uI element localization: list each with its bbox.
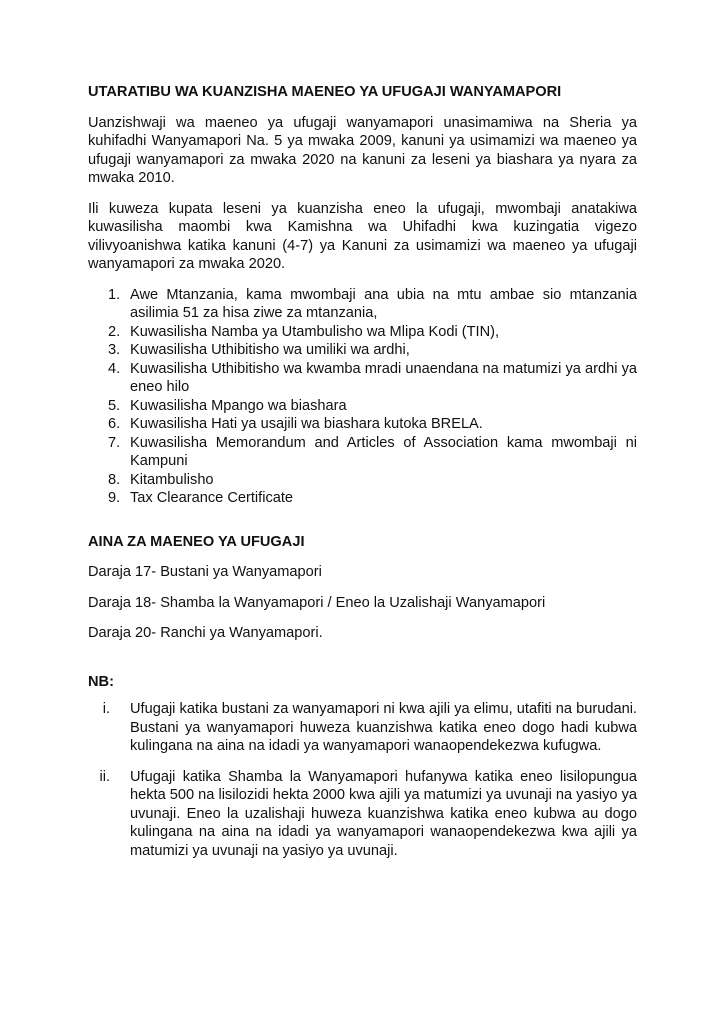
requirements-list	[88, 286, 637, 508]
list-item-text: Kuwasilisha Namba ya Utambulisho wa Mlipa Kodi (TIN),	[130, 323, 500, 340]
note-item	[88, 768, 637, 861]
note-item-text: Ufugaji katika Shamba la Wanyamapori hufanywa katika eneo lisilopungua hekta 500 na lisilozidi hekta 2000 kwa ajili ya matumizi ya uvunaji na yasiyo ya uvunaji. Eneo la uzalishaji huweza kuanzishwa katika eneo kubwa au dogo kulingana na aina na idadi ya wanyamapori wanaopendekezwa kwa ajili ya matumizi ya uvunaji na yasiyo ya uvunaji.	[130, 768, 637, 859]
note-item-number: ii.	[99, 768, 110, 785]
list-item-text: Tax Clearance Certificate	[130, 490, 294, 506]
note-item	[88, 700, 637, 756]
list-item-number: 4.	[108, 360, 121, 377]
list-item-text: Kuwasilisha Memorandum and Articles of Association kama mwombaji ni Kampuni	[130, 434, 637, 469]
list-item-number: 8.	[108, 471, 121, 488]
category-item: Daraja 17- Bustani ya Wanyamapori	[88, 564, 322, 580]
list-item	[88, 415, 637, 434]
section-spacer	[88, 508, 637, 533]
list-item-text: Kitambulisho	[130, 471, 214, 488]
note-item-number: i.	[102, 701, 110, 717]
list-item-number: 3.	[108, 342, 121, 358]
list-item-number: 7.	[108, 434, 121, 451]
list-item-number: 5.	[108, 397, 121, 414]
list-item-number: 2.	[108, 323, 121, 340]
list-item-number: 9.	[108, 490, 121, 506]
category-item: Daraja 20- Ranchi ya Wanyamapori.	[88, 625, 323, 641]
section-spacer	[88, 655, 637, 673]
notes-list	[88, 700, 637, 860]
list-item-text: Kuwasilisha Mpango wa biashara	[130, 397, 347, 414]
intro-paragraph: Uanzishwaji wa maeneo ya ufugaji wanyamapori unasimamiwa na Sheria ya kuhifadhi Wanyamapori Na. 5 ya mwaka 2009, kanuni ya usimamizi wa maeneo ya ufugaji wanyamapori za mwaka 2020 na kanuni za leseni ya biashara ya nyara za mwaka 2010.	[88, 114, 637, 186]
section-heading: AINA ZA MAENEO YA UFUGAJI	[88, 533, 305, 550]
license-paragraph: Ili kuweza kupata leseni ya kuanzisha eneo la ufugaji, mwombaji anatakiwa kuwasilisha maombi kwa Kamishna wa Uhifadhi kwa kuzingatia vigezo vilivyoanishwa katika kanuni (4-7) ya Kanuni za usimamizi wa maeneo ya ufugaji wanyamapori za mwaka 2020.	[88, 200, 637, 272]
list-item-number: 6.	[108, 416, 121, 432]
list-item	[88, 489, 637, 508]
list-item	[88, 360, 637, 397]
nb-heading: NB:	[88, 673, 114, 690]
list-item-text: Awe Mtanzania, kama mwombaji ana ubia na mtu ambae sio mtanzania asilimia 51 za hisa ziwe za mtanzania,	[130, 286, 637, 321]
document-heading: UTARATIBU WA KUANZISHA MAENEO YA UFUGAJI WANYAMAPORI	[88, 84, 562, 100]
list-item-text: Kuwasilisha Uthibitisho wa kwamba mradi unaendana na matumizi ya ardhi ya eneo hilo	[130, 360, 637, 395]
category-item: Daraja 18- Shamba la Wanyamapori / Eneo la Uzalishaji Wanyamapori	[88, 594, 546, 611]
list-item	[88, 471, 637, 490]
document-page	[88, 83, 637, 872]
list-item	[88, 434, 637, 471]
list-item-number: 1.	[108, 286, 121, 303]
note-item-text: Ufugaji katika bustani za wanyamapori ni kwa ajili ya elimu, utafiti na burudani. Bustani ya wanyamapori huweza kuanzishwa katika eneo dogo hadi kubwa kulingana na aina na idadi ya wanyamapori wanaopendekezwa kufugwa.	[130, 701, 637, 754]
list-item	[88, 323, 637, 342]
list-item-text: Kuwasilisha Uthibitisho wa umiliki wa ardhi,	[130, 342, 410, 358]
list-item-text: Kuwasilisha Hati ya usajili wa biashara kutoka BRELA.	[130, 416, 483, 432]
list-item	[88, 341, 637, 360]
list-item	[88, 286, 637, 323]
list-item	[88, 397, 637, 416]
